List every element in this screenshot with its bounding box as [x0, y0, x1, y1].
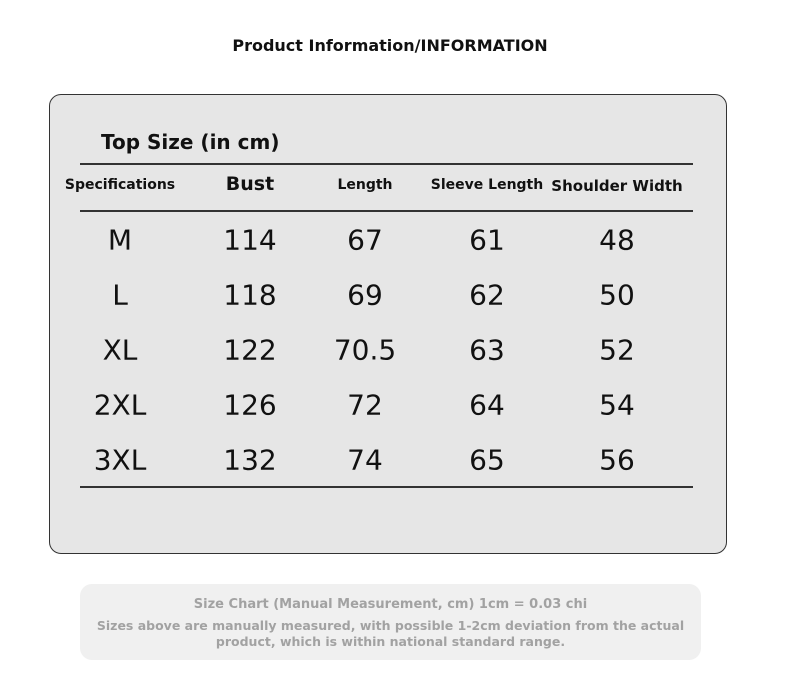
table-cell: 56	[599, 443, 635, 477]
table-cell: XL	[102, 333, 138, 367]
table-cell: 118	[223, 278, 277, 312]
divider	[80, 486, 693, 488]
table-cell: 67	[347, 223, 383, 257]
footer-line-2: Sizes above are manually measured, with possible 1-2cm deviation from the actual product, which is within national standard range.	[96, 618, 685, 649]
table-cell: 132	[223, 443, 277, 477]
table-cell: L	[112, 278, 128, 312]
table-cell: 63	[469, 333, 505, 367]
table-cell: 61	[469, 223, 505, 257]
column-header: Length	[337, 177, 393, 193]
table-cell: 74	[347, 443, 383, 477]
table-cell: 2XL	[93, 388, 147, 422]
column-header: Bust	[225, 173, 275, 195]
table-cell: M	[107, 223, 133, 257]
table-cell: 72	[347, 388, 383, 422]
table-cell: 50	[599, 278, 635, 312]
table-cell: 114	[223, 223, 277, 257]
column-header: Shoulder Width	[551, 177, 683, 195]
table-cell: 52	[599, 333, 635, 367]
table-cell: 122	[223, 333, 277, 367]
table-cell: 70.5	[333, 333, 397, 367]
table-cell: 62	[469, 278, 505, 312]
table-cell: 65	[469, 443, 505, 477]
table-cell: 126	[223, 388, 277, 422]
divider	[80, 210, 693, 212]
page-title: Product Information/INFORMATION	[232, 36, 548, 55]
divider	[80, 163, 693, 165]
table-cell: 64	[469, 388, 505, 422]
table-cell: 3XL	[93, 443, 147, 477]
column-header: Sleeve Length	[430, 177, 544, 193]
footer-note	[80, 584, 701, 660]
table-cell: 48	[599, 223, 635, 257]
table-cell: 69	[347, 278, 383, 312]
column-header: Specifications	[64, 177, 176, 193]
table-cell: 54	[599, 388, 635, 422]
footer-line-1: Size Chart (Manual Measurement, cm) 1cm = 0.03 chi	[193, 597, 588, 612]
table-title: Top Size (in cm)	[101, 130, 280, 154]
